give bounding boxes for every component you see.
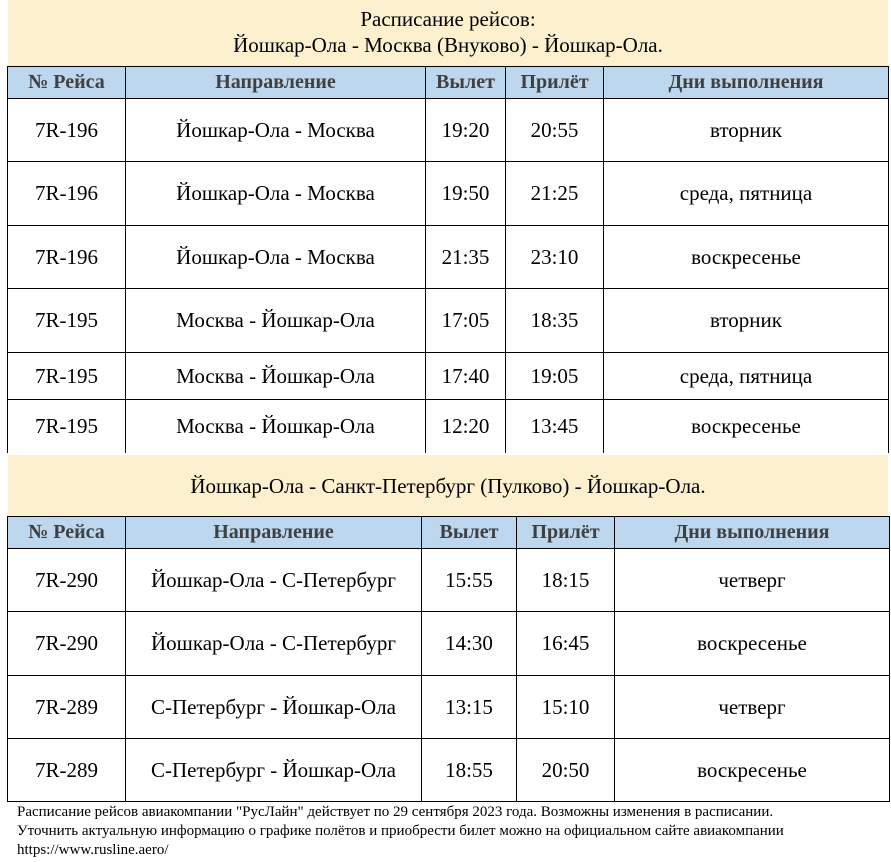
departure-time: 13:15 — [422, 676, 517, 739]
flight-number: 7R-196 — [8, 162, 126, 226]
flight-number: 7R-195 — [8, 289, 126, 353]
table-row — [8, 676, 890, 739]
schedule-title: Расписание рейсов: — [360, 7, 536, 31]
operating-days: среда, пятница — [604, 162, 889, 226]
operating-days: среда, пятница — [604, 353, 889, 400]
table-row — [8, 549, 890, 612]
table-row — [8, 226, 889, 289]
route: Москва - Йошкар-Ола — [126, 353, 426, 400]
flight-number: 7R-290 — [8, 549, 126, 612]
route: Йошкар-Ола - С-Петербург — [126, 612, 422, 676]
arrival-time: 19:05 — [506, 353, 604, 400]
operating-days: воскресенье — [604, 400, 889, 453]
departure-time: 21:35 — [426, 226, 506, 289]
route-title-moscow: Йошкар-Ола - Москва (Внуково) - Йошкар-Ола. — [233, 33, 663, 57]
flight-number: 7R-195 — [8, 400, 126, 453]
airline-website-link[interactable]: https://www.rusline.aero/ — [17, 842, 169, 858]
spb-schedule-table — [7, 516, 890, 802]
header-route: Направление — [126, 517, 422, 549]
arrival-time: 23:10 — [506, 226, 604, 289]
departure-time: 15:55 — [422, 549, 517, 612]
table-row — [8, 162, 889, 226]
route: Москва - Йошкар-Ола — [126, 400, 426, 453]
operating-days: вторник — [604, 99, 889, 162]
header-departure: Вылет — [422, 517, 517, 549]
route-title-banner-spb — [8, 455, 888, 517]
departure-time: 19:20 — [426, 99, 506, 162]
arrival-time: 16:45 — [517, 612, 615, 676]
route: Москва - Йошкар-Ола — [126, 289, 426, 353]
departure-time: 17:05 — [426, 289, 506, 353]
table-row — [8, 739, 890, 802]
route-title-spb: Йошкар-Ола - Санкт-Петербург (Пулково) - Йошкар-Ола. — [190, 474, 706, 498]
arrival-time: 20:55 — [506, 99, 604, 162]
header-flight: № Рейса — [8, 517, 126, 549]
operating-days: четверг — [615, 549, 890, 612]
header-arrival: Прилёт — [506, 67, 604, 99]
arrival-time: 15:10 — [517, 676, 615, 739]
departure-time: 18:55 — [422, 739, 517, 802]
moscow-schedule-table — [7, 66, 889, 453]
header-route: Направление — [126, 67, 426, 99]
route: Йошкар-Ола - Москва — [126, 162, 426, 226]
schedule-title-banner — [8, 0, 888, 66]
departure-time: 12:20 — [426, 400, 506, 453]
departure-time: 19:50 — [426, 162, 506, 226]
route: С-Петербург - Йошкар-Ола — [126, 739, 422, 802]
flight-number: 7R-290 — [8, 612, 126, 676]
arrival-time: 18:15 — [517, 549, 615, 612]
route: Йошкар-Ола - С-Петербург — [126, 549, 422, 612]
flight-number: 7R-289 — [8, 739, 126, 802]
flight-number: 7R-196 — [8, 99, 126, 162]
header-days: Дни выполнения — [604, 67, 889, 99]
table-row — [8, 612, 890, 676]
header-arrival: Прилёт — [517, 517, 615, 549]
arrival-time: 20:50 — [517, 739, 615, 802]
table-row — [8, 289, 889, 353]
flight-number: 7R-195 — [8, 353, 126, 400]
flight-number: 7R-289 — [8, 676, 126, 739]
table-header-row — [8, 517, 890, 549]
schedule-footnote — [17, 803, 887, 860]
table-row — [8, 353, 889, 400]
arrival-time: 21:25 — [506, 162, 604, 226]
route: Йошкар-Ола - Москва — [126, 226, 426, 289]
operating-days: воскресенье — [604, 226, 889, 289]
departure-time: 14:30 — [422, 612, 517, 676]
departure-time: 17:40 — [426, 353, 506, 400]
operating-days: вторник — [604, 289, 889, 353]
table-row — [8, 99, 889, 162]
table-header-row — [8, 67, 889, 99]
operating-days: воскресенье — [615, 612, 890, 676]
header-departure: Вылет — [426, 67, 506, 99]
operating-days: четверг — [615, 676, 890, 739]
footnote-validity: Расписание рейсов авиакомпании "РусЛайн" действует по 29 сентября 2023 года. Возможны изменения в расписании. — [17, 804, 774, 820]
arrival-time: 18:35 — [506, 289, 604, 353]
route: С-Петербург - Йошкар-Ола — [126, 676, 422, 739]
header-flight: № Рейса — [8, 67, 126, 99]
header-days: Дни выполнения — [615, 517, 890, 549]
route: Йошкар-Ола - Москва — [126, 99, 426, 162]
footnote-info: Уточнить актуальную информацию о графике полётов и приобрести билет можно на официальном сайте авиакомпании — [17, 823, 784, 839]
operating-days: воскресенье — [615, 739, 890, 802]
flight-number: 7R-196 — [8, 226, 126, 289]
arrival-time: 13:45 — [506, 400, 604, 453]
table-row — [8, 400, 889, 453]
